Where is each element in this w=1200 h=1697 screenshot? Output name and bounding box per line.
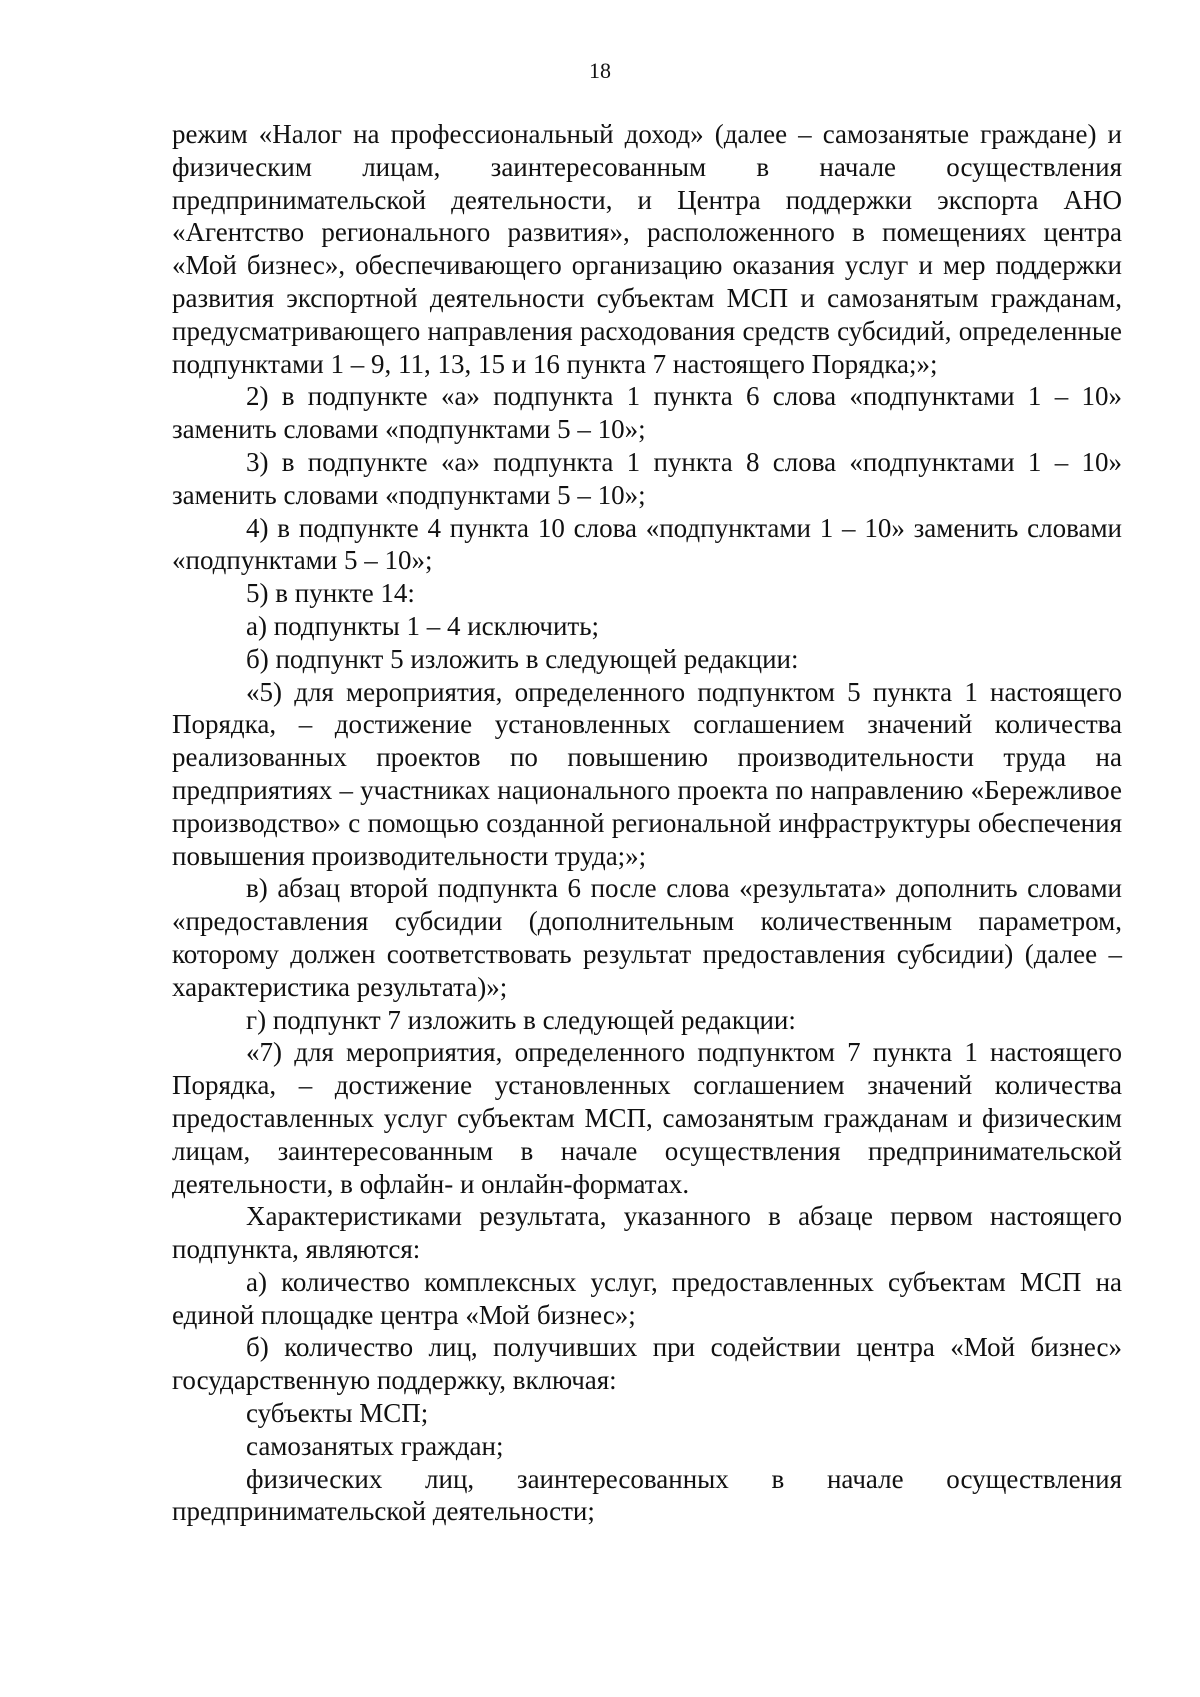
page-number: 18 [589,58,611,83]
paragraph-quote-5: «5) для мероприятия, определенного подпунктом 5 пункта 1 настоящего Порядка, – достижение установленных соглашением значений количества реализованных проектов по повышению производительности труда на предприятиях – участниках национального проекта по направлению «Бережливое производство» с помощью созданной региональной инфраструктуры обеспечения повышения производительности труда;»; [172,676,1122,871]
paragraph-item-4: 4) в подпункте 4 пункта 10 слова «подпунктами 1 – 10» заменить словами «подпунктами 5 – 10»; [172,512,1122,576]
paragraph-quote-7: «7) для мероприятия, определенного подпунктом 7 пункта 1 настоящего Порядка, – достижение установленных соглашением значений количества предоставленных услуг субъектам МСП, самозанятым гражданам и физическим лицам, заинтересованным в начале осуществления предпринимательской деятельности, в офлайн- и онлайн-форматах. [172,1037,1122,1199]
paragraph-list-msp: субъекты МСП; [246,1398,429,1429]
paragraph-item-3: 3) в подпункте «а» подпункта 1 пункта 8 слова «подпунктами 1 – 10» заменить словами «подпунктами 5 – 10»; [172,446,1122,510]
paragraph-subitem-v: в) абзац второй подпункта 6 после слова «результата» дополнить словами «предоставления субсидии (дополнительным количественным параметром, которому должен соответствовать результат предоставления субсидии) (далее – характеристика результата)»; [172,873,1122,1002]
paragraph-continuation: режим «Налог на профессиональный доход» (далее – самозанятые граждане) и физическим лицам, заинтересованным в начале осуществления предпринимательской деятельности, и Центра поддержки экспорта АНО «Агентство регионального развития», расположенного в помещениях центра «Мой бизнес», обеспечивающего организацию оказания услуг и мер поддержки развития экспортной деятельности субъектам МСП и самозанятым гражданам, предусматривающего направления расходования средств субсидий, определенные подпунктами 1 – 9, 11, 13, 15 и 16 пункта 7 настоящего Порядка;»; [172,119,1122,379]
paragraph-characteristics: Характеристиками результата, указанного в абзаце первом настоящего подпункта, являются: [172,1201,1122,1265]
paragraph-subitem-a: а) подпункты 1 – 4 исключить; [246,610,600,641]
paragraph-list-selfemployed: самозанятых граждан; [246,1430,504,1461]
paragraph-item-2: 2) в подпункте «а» подпункта 1 пункта 6 слова «подпунктами 1 – 10» заменить словами «подпунктами 5 – 10»; [172,381,1122,445]
paragraph-characteristic-a: а) количество комплексных услуг, предоставленных субъектам МСП на единой площадке центра «Мой бизнес»; [172,1266,1122,1330]
document-body [172,118,1122,1528]
paragraph-subitem-g: г) подпункт 7 изложить в следующей редакции: [246,1004,796,1035]
paragraph-subitem-b: б) подпункт 5 изложить в следующей редакции: [246,643,799,674]
paragraph-list-individuals: физических лиц, заинтересованных в начале осуществления предпринимательской деятельности; [172,1463,1122,1527]
paragraph-characteristic-b: б) количество лиц, получивших при содействии центра «Мой бизнес» государственную поддержку, включая: [172,1332,1122,1396]
paragraph-item-5: 5) в пункте 14: [246,578,415,609]
